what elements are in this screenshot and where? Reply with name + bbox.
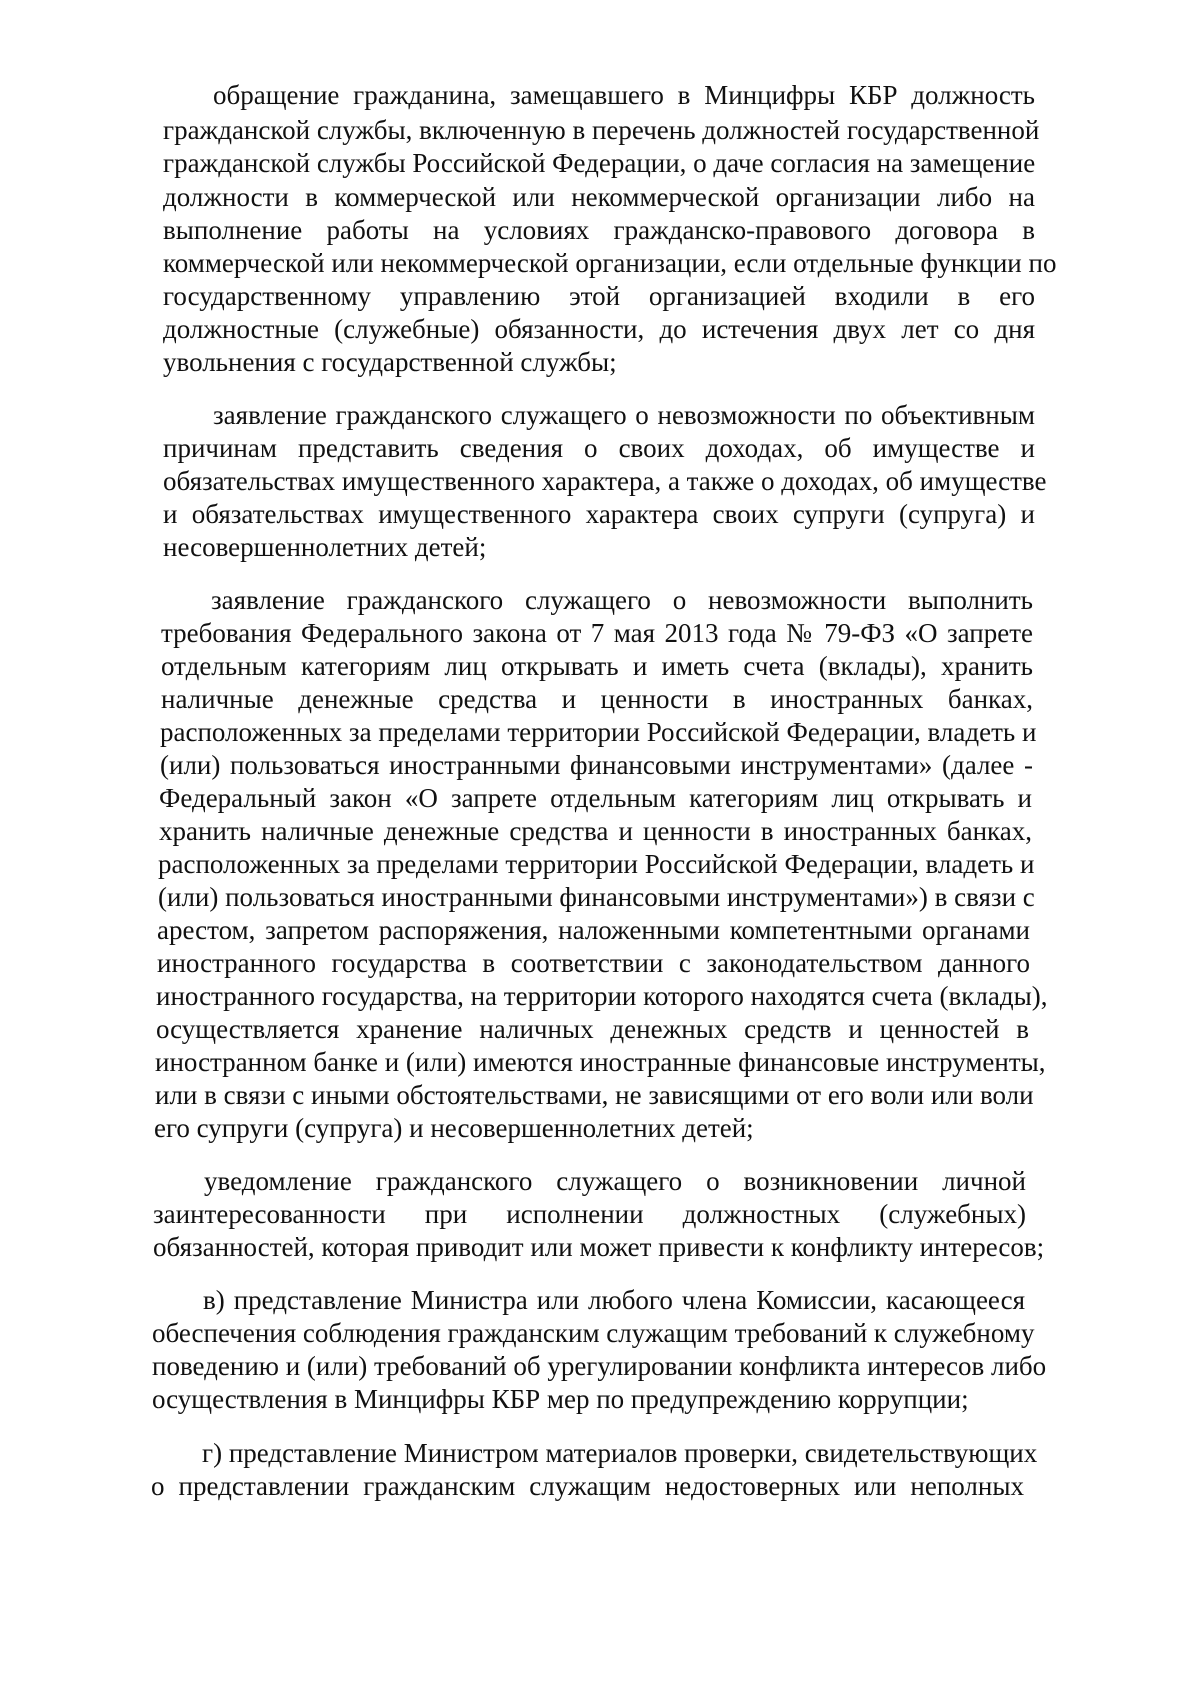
paragraph-2-line-5: несовершеннолетних детей; [163, 532, 487, 562]
paragraph-5-line-4: осуществления в Минцифры КБР мер по предупреждению коррупции; [152, 1384, 969, 1414]
paragraph-1-line-4: должности в коммерческой или некоммерческой организации либо на [163, 182, 1035, 212]
paragraph-3-line-14: осуществляется хранение наличных денежных средств и ценностей в [156, 1014, 1029, 1044]
paragraph-6-line-1: г) представление Министром материалов проверки, свидетельствующих [202, 1438, 1038, 1468]
paragraph-3-line-13: иностранного государства, на территории которого находятся счета (вклады), [156, 981, 1048, 1011]
paragraph-4-line-2: заинтересованности при исполнении должностных (служебных) [153, 1199, 1026, 1229]
paragraph-1-line-2: гражданской службы, включенную в перечень должностей государственной [163, 115, 1040, 145]
paragraph-3-line-16: или в связи с иными обстоятельствами, не зависящими от его воли или воли [155, 1080, 1034, 1110]
paragraph-1-line-1: обращение гражданина, замещавшего в Минцифры КБР должность [213, 80, 1035, 110]
paragraph-2-line-1: заявление гражданского служащего о невозможности по объективным [213, 400, 1035, 430]
paragraph-3-line-9: расположенных за пределами территории Российской Федерации, владеть и [158, 849, 1035, 879]
paragraph-3-line-10: (или) пользоваться иностранными финансовыми инструментами») в связи с [158, 882, 1035, 912]
paragraph-4-line-3: обязанностей, которая приводит или может привести к конфликту интересов; [153, 1232, 1045, 1262]
paragraph-1-line-9: увольнения с государственной службы; [163, 347, 617, 377]
paragraph-3-line-2: требования Федерального закона от 7 мая 2013 года № 79-ФЗ «О запрете [161, 618, 1033, 648]
paragraph-2-line-4: и обязательствах имущественного характера своих супруги (супруга) и [163, 499, 1035, 529]
paragraph-3-line-3: отдельным категориям лиц открывать и иметь счета (вклады), хранить [161, 651, 1033, 681]
paragraph-4-line-1: уведомление гражданского служащего о возникновении личной [204, 1166, 1026, 1196]
paragraph-3-line-1: заявление гражданского служащего о невозможности выполнить [211, 585, 1033, 615]
paragraph-1-line-7: государственному управлению этой организацией входили в его [163, 281, 1035, 311]
paragraph-3-line-6: (или) пользоваться иностранными финансовыми инструментами» (далее - [160, 750, 1033, 780]
paragraph-1-line-6: коммерческой или некоммерческой организации, если отдельные функции по [163, 248, 1057, 278]
paragraph-1-line-8: должностные (служебные) обязанности, до истечения двух лет со дня [163, 314, 1035, 344]
paragraph-3-line-17: его супруги (супруга) и несовершеннолетних детей; [154, 1113, 754, 1143]
paragraph-5-line-3: поведению и (или) требований об урегулировании конфликта интересов либо [152, 1351, 1047, 1381]
paragraph-3-line-7: Федеральный закон «О запрете отдельным категориям лиц открывать и [159, 783, 1032, 813]
paragraph-2-line-3: обязательствах имущественного характера, а также о доходах, об имуществе [163, 466, 1047, 496]
paragraph-3-line-15: иностранном банке и (или) имеются иностранные финансовые инструменты, [155, 1047, 1046, 1077]
paragraph-1-line-3: гражданской службы Российской Федерации, о даче согласия на замещение [163, 148, 1036, 178]
paragraph-5-line-2: обеспечения соблюдения гражданским служащим требований к служебному [152, 1318, 1035, 1348]
paragraph-2-line-2: причинам представить сведения о своих доходах, об имуществе и [163, 433, 1035, 463]
paragraph-5-line-1: в) представление Министра или любого члена Комиссии, касающееся [203, 1285, 1025, 1315]
paragraph-3-line-8: хранить наличные денежные средства и ценности в иностранных банках, [159, 816, 1032, 846]
paragraph-3-line-4: наличные денежные средства и ценности в иностранных банках, [161, 684, 1033, 714]
paragraph-3-line-12: иностранного государства в соответствии с законодательством данного [157, 948, 1030, 978]
paragraph-3-line-5: расположенных за пределами территории Российской Федерации, владеть и [160, 717, 1037, 747]
paragraph-3-line-11: арестом, запретом распоряжения, наложенными компетентными органами [157, 915, 1030, 945]
paragraph-6-line-2: о представлении гражданским служащим недостоверных или неполных [151, 1471, 1024, 1501]
paragraph-1-line-5: выполнение работы на условиях гражданско-правового договора в [163, 215, 1035, 245]
